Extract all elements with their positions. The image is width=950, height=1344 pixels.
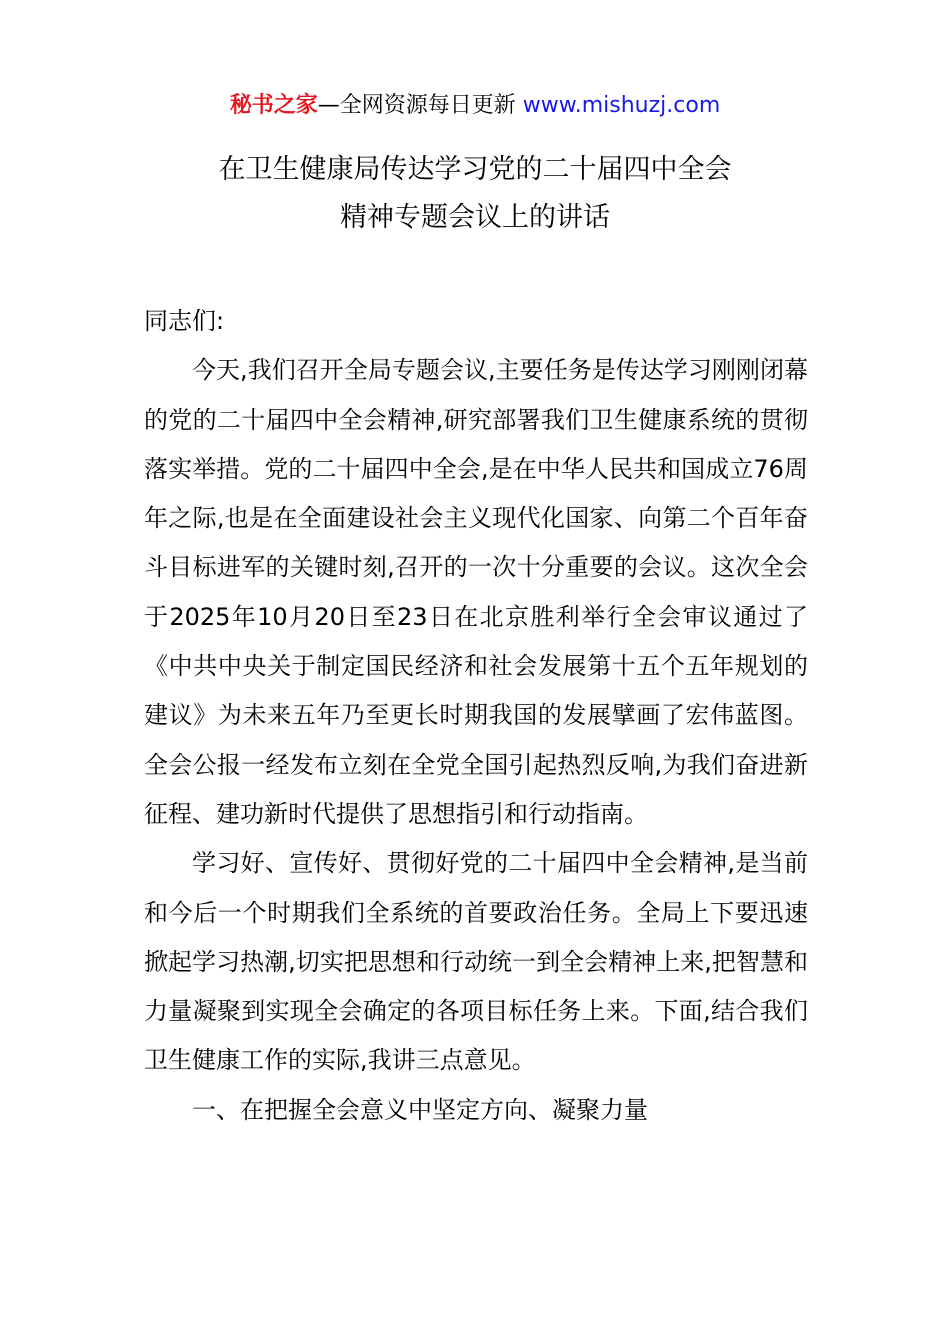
salutation: 同志们: xyxy=(144,307,225,335)
paragraph-1: 今天,我们召开全局专题会议,主要任务是传达学习刚刚闭幕的党的二十届四中全会精神,研究部署我们卫生健康系统的贯彻落实举措。党的二十届四中全会,是在中华人民共和国成立76周年之际,也是在全面建设社会主义现代化国家、向第二个百年奋斗目标进军的关键时刻,召开的一次十分重要的会议。这次全会于2025年10月20日至23日在北京胜利举行全会审议通过了《中共中央关于制定国民经济和社会发展第十五个五年规划的建议》为未来五年乃至更长时期我国的发展擘画了宏伟蓝图。全会公报一经发布立刻在全党全国引起热烈反响,为我们奋进新征程、建功新时代提供了思想指引和行动指南。 xyxy=(144,356,808,828)
paragraph-2: 学习好、宣传好、贯彻好党的二十届四中全会精神,是当前和今后一个时期我们全系统的首要政治任务。全局上下要迅速掀起学习热潮,切实把思想和行动统一到全会精神上来,把智慧和力量凝聚到实现全会确定的各项目标任务上来。下面,结合我们卫生健康工作的实际,我讲三点意见。 xyxy=(144,849,808,1075)
site-brand: 秘书之家 xyxy=(229,93,318,118)
site-tagline: —全网资源每日更新 xyxy=(317,93,516,118)
title-line-1: 在卫生健康局传达学习党的二十届四中全会 xyxy=(218,154,732,185)
site-header xyxy=(0,86,950,126)
document-body xyxy=(144,297,808,1135)
site-url-link[interactable]: www.mishuzj.com xyxy=(522,93,721,118)
section-heading: 一、在把握全会意义中坚定方向、凝聚力量 xyxy=(192,1095,648,1124)
title-line-2: 精神专题会议上的讲话 xyxy=(340,202,610,233)
document-title xyxy=(0,146,950,242)
